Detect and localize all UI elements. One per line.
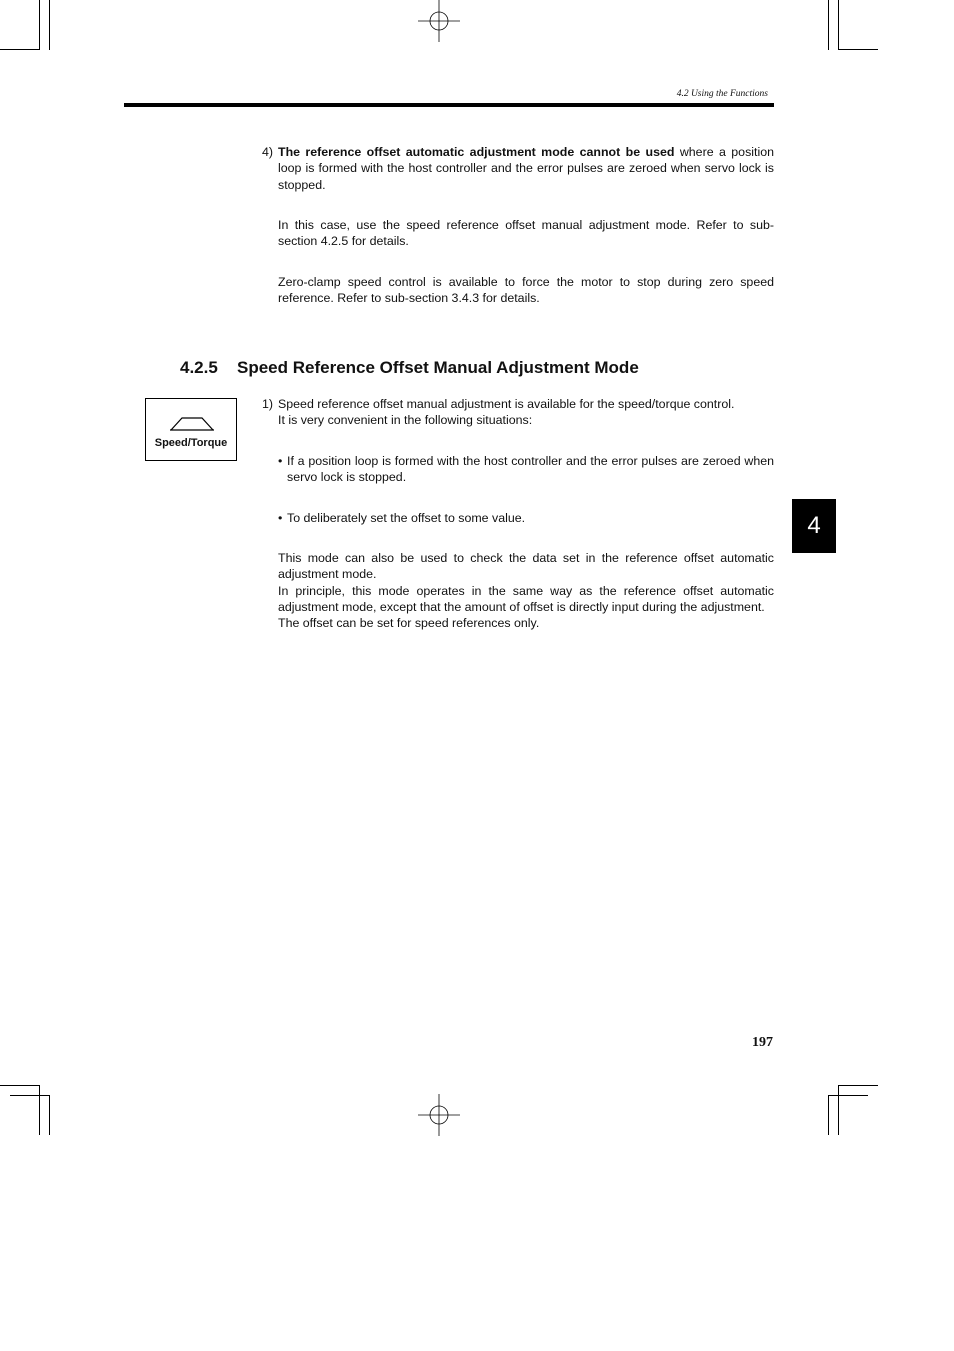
item-1-closing — [278, 550, 774, 631]
chapter-tab: 4 — [792, 499, 836, 553]
speed-torque-badge — [145, 398, 237, 461]
item-1-line-1: Speed reference offset manual adjustment is available for the speed/torque control. — [278, 397, 735, 411]
bullet-1-text: If a position loop is formed with the host controller and the error pulses are zeroed when servo lock is stopped. — [287, 454, 774, 485]
item-1-para-a: This mode can also be used to check the data set in the reference offset automatic adjustment mode. — [278, 551, 774, 582]
item-4-paragraph-3: Zero-clamp speed control is available to force the motor to stop during zero speed reference. Refer to sub-section 3.4.3 for details. — [278, 275, 774, 306]
item-4-rest: where a position loop is formed with the host controller and the error pulses are zeroed when servo lock is stopped. — [278, 145, 774, 192]
item-1-para-b: In principle, this mode operates in the same way as the reference offset automatic adjustment mode, except that the amount of offset is directly input during the adjustment. — [278, 583, 774, 614]
registration-mark-top-icon — [418, 0, 460, 42]
bullet-2-marker: • — [278, 511, 283, 525]
badge-label: Speed/Torque — [154, 437, 228, 449]
item-4-paragraph — [278, 144, 774, 193]
trapezoid-speed-profile-icon — [170, 415, 214, 433]
bullet-1-marker: • — [278, 454, 283, 468]
item-4-number: 4) — [262, 145, 274, 159]
running-header: 4.2 Using the Functions — [676, 89, 768, 99]
item-1-line-2: It is very convenient in the following situations: — [278, 413, 533, 428]
section-heading — [180, 358, 639, 378]
section-number: 4.2.5 — [180, 358, 218, 377]
page-number: 197 — [752, 1035, 773, 1050]
item-1-intro — [278, 396, 774, 429]
registration-mark-bottom-icon — [418, 1094, 460, 1136]
bullet-2-text: To deliberately set the offset to some value. — [287, 511, 526, 525]
item-1-para-c: The offset can be set for speed references only. — [278, 616, 540, 631]
item-1-number: 1) — [262, 397, 274, 411]
item-4-bold-lead: The reference offset automatic adjustment mode cannot be used — [278, 145, 675, 159]
item-4-paragraph-2: In this case, use the speed reference offset manual adjustment mode. Refer to sub-section 4.2.5 for details. — [278, 218, 774, 249]
section-title: Speed Reference Offset Manual Adjustment Mode — [237, 358, 639, 377]
header-rule — [124, 103, 774, 107]
